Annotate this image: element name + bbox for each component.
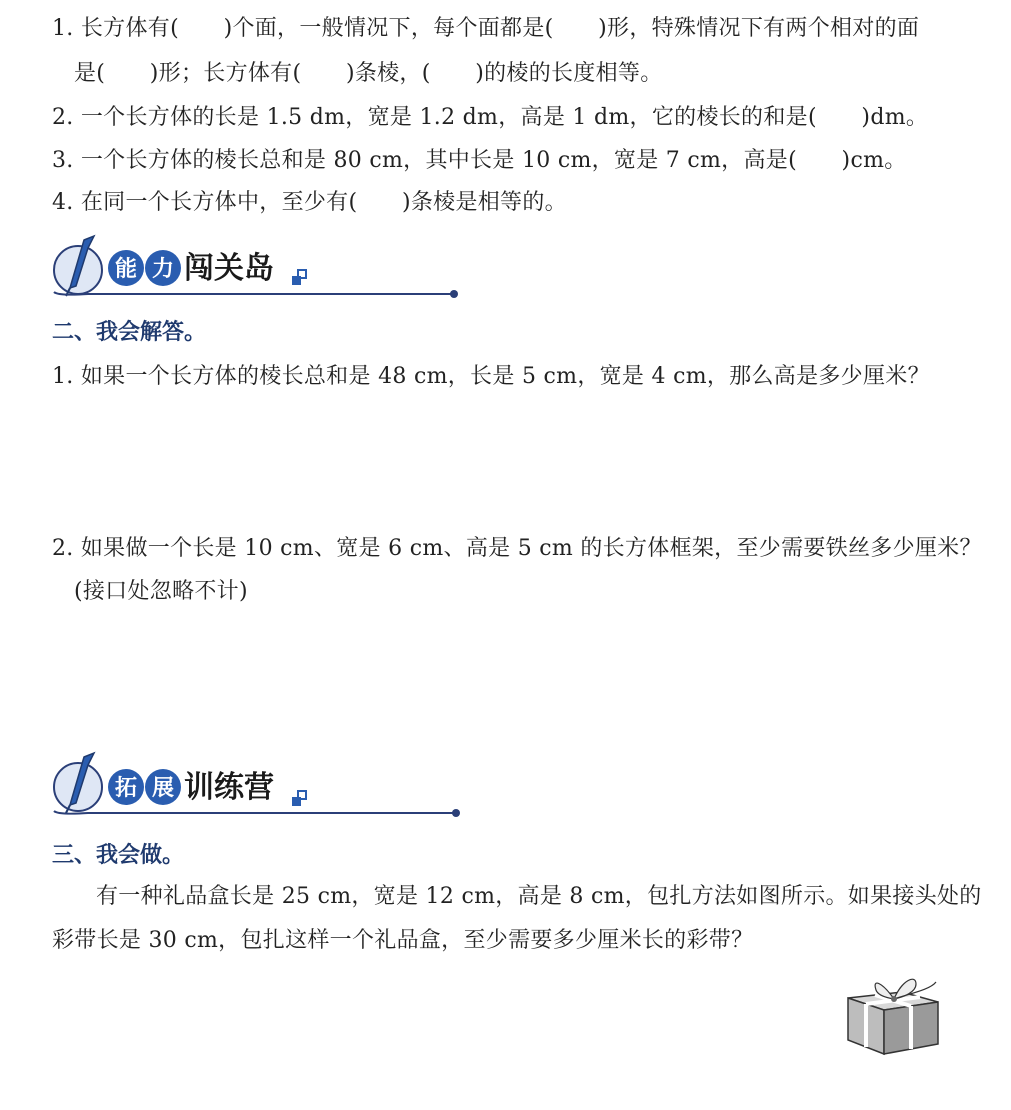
q3-text: 3. 一个长方体的棱长总和是 80 cm，其中长是 10 cm，宽是 7 cm，高是( )cm。 bbox=[52, 148, 907, 173]
part3-heading: 三、我会做。 bbox=[52, 843, 185, 868]
banner-extension bbox=[48, 751, 468, 826]
banner1-circle1: 能 bbox=[114, 257, 138, 282]
part2-q2-line2: (接口处忽略不计) bbox=[74, 579, 248, 604]
banner2-circle2: 展 bbox=[151, 776, 175, 801]
part2-q1: 1. 如果一个长方体的棱长总和是 48 cm，长是 5 cm，宽是 4 cm，那么高是多少厘米？ bbox=[52, 364, 930, 389]
part2-heading: 二、我会解答。 bbox=[52, 320, 207, 345]
q1-line2: 是( )形；长方体有( )条棱，( )的棱的长度相等。 bbox=[74, 61, 663, 86]
q2-text: 2. 一个长方体的长是 1.5 dm，宽是 1.2 dm，高是 1 dm，它的棱长的和是( )dm。 bbox=[52, 105, 929, 130]
part2-q2-line1: 2. 如果做一个长是 10 cm、宽是 6 cm、高是 5 cm 的长方体框架，至少需要铁丝多少厘米？ bbox=[52, 536, 982, 561]
gift-box-icon bbox=[842, 968, 944, 1060]
corner-squares-icon bbox=[292, 270, 306, 285]
q4-text: 4. 在同一个长方体中，至少有( )条棱是相等的。 bbox=[52, 190, 567, 215]
pen-nib-icon bbox=[54, 753, 102, 813]
part3-line1: 有一种礼品盒长是 25 cm，宽是 12 cm，高是 8 cm，包扎方法如图所示。如果接头处的 bbox=[96, 884, 982, 909]
part3-line2: 彩带长是 30 cm，包扎这样一个礼品盒，至少需要多少厘米长的彩带？ bbox=[52, 928, 754, 953]
banner1-circle2: 力 bbox=[151, 257, 175, 282]
banner1-title: 闯关岛 bbox=[184, 251, 274, 286]
banner2-title: 训练营 bbox=[184, 770, 274, 805]
q1-line1: 1. 长方体有( )个面，一般情况下，每个面都是( )形，特殊情况下有两个相对的面 bbox=[52, 16, 920, 41]
pen-nib-icon bbox=[54, 236, 102, 296]
banner2-circle1: 拓 bbox=[114, 776, 138, 801]
corner-squares-icon bbox=[292, 791, 306, 806]
banner-ability bbox=[48, 234, 468, 309]
